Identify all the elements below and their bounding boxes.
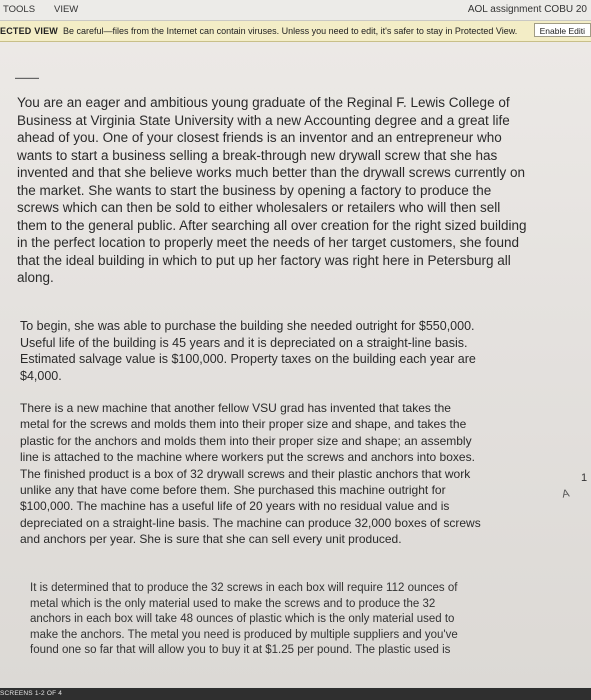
protected-view-label: ECTED VIEW	[0, 26, 59, 36]
menu-tools[interactable]: TOOLS	[3, 4, 36, 15]
protected-view-message: Be careful—files from the Internet can contain viruses. Unless you need to edit, it's safer to stay in Protected View.	[63, 26, 518, 36]
page-header-mark: ▬▬▬▬▬▬	[15, 75, 39, 80]
document-page	[0, 42, 591, 687]
menu-bar	[0, 0, 591, 21]
paragraph-intro: You are an eager and ambitious young graduate of the Reginal F. Lewis College of Business at Virginia State University with a new Accounting degree and a great life ahead of you. One of your closest friends is an inventor and an entrepreneur who wants to start a business selling a break-through new drywall screw that she has invented and that she believe works much better than the drywall screws currently on the market. She wants to start the business by opening a factory to produce the screws which can then be sold to either wholesalers or retailers who will then sell them to the general public. After searching all over creation for the right sized building in the perfect location to properly meet the needs of her target customers, she found that the ideal building in which to put up her factory was right here in Petersburg all along.	[17, 95, 527, 285]
paragraph-materials: It is determined that to produce the 32 screws in each box will require 112 ounces of metal which is the only material used to make the screws and to produce the 32 anchors in each box will take 48 ounces of plastic which is the only material used to make the anchors. The metal you need is produced by multiple suppliers and you've found one so far that will allow you to buy it at $1.25 per pound. The plastic used is	[30, 582, 458, 657]
paragraph-machine: There is a new machine that another fellow VSU grad has invented that takes the metal for the screws and molds them into their proper size and shape, and takes the plastic for the anchors and molds them into their proper size and shape; an assembly line is attached to the machine where workers put the screws and anchors into boxes. The finished product is a box of 32 drywall screws and their plastic anchors that work unlike any that have come before them. She purchased this machine outright for $100,000. The machine has a useful life of 20 years with no residual value and is depreciated on a straight-line basis. The machine can produce 32,000 boxes of screws and anchors per year. She is sure that she can sell every unit produced.	[20, 401, 481, 547]
status-bar	[0, 688, 591, 700]
protected-view-bar	[0, 21, 591, 42]
document-title: AOL assignment COBU 20	[467, 4, 587, 15]
enable-editing-button[interactable]: Enable Editi	[534, 23, 591, 37]
margin-number: 1	[581, 472, 588, 484]
paragraph-building: To begin, she was able to purchase the building she needed outright for $550,000. Useful life of the building is 45 years and it is depreciated on a straight-line basis. Estimated salvage value is $100,000. Property taxes on the building each year are $4,000.	[20, 319, 476, 383]
menu-view[interactable]: VIEW	[54, 4, 79, 15]
screens-indicator: SCREENS 1-2 OF 4	[0, 690, 63, 697]
margin-annotation: A	[560, 487, 571, 501]
